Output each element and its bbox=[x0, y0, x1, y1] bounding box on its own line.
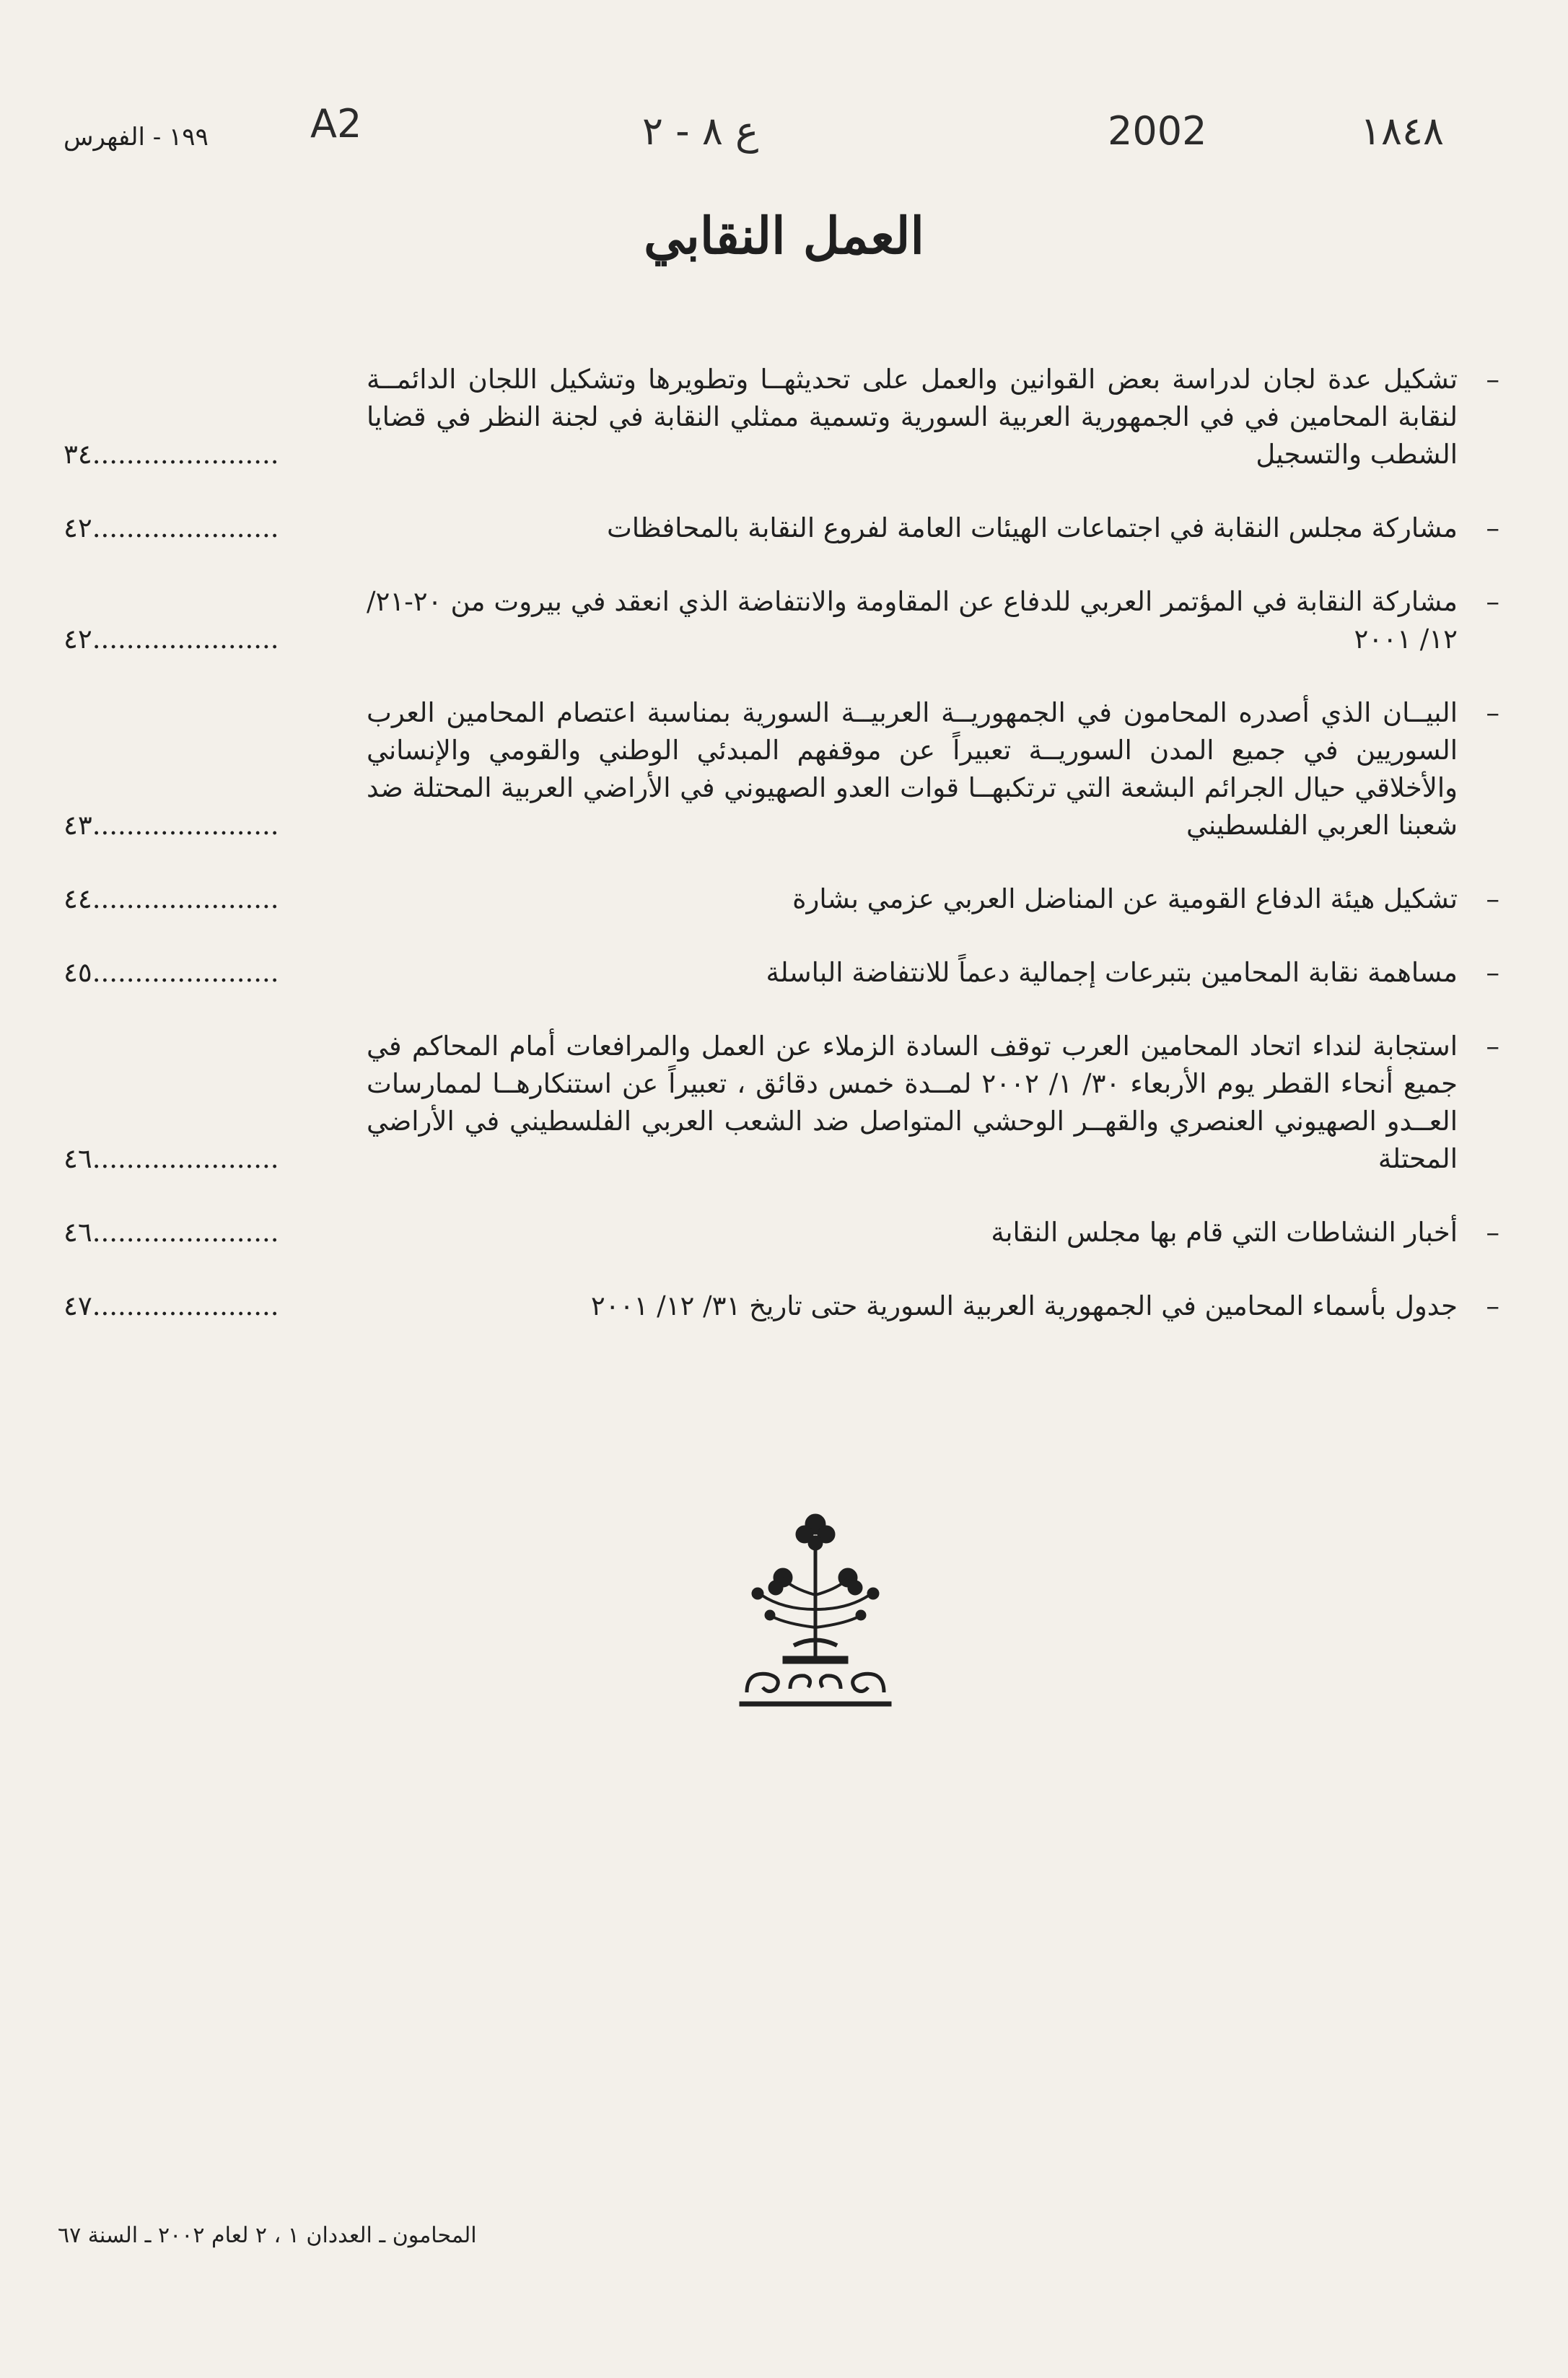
toc-page-number: ٤٢ bbox=[63, 512, 92, 543]
toc-entry bbox=[63, 361, 1499, 473]
toc-entry bbox=[63, 583, 1499, 658]
toc-entry-text: مساهمة نقابة المحامين بتبرعات إجمالية دعماً للانتفاضة الباسلة bbox=[766, 957, 1458, 988]
toc-entry-text: استجابة لنداء اتحاد المحامين العرب توقف السادة الزملاء عن العمل والمرافعات أمام المحاكم في جميع أنحاء القطر يوم الأربعاء ٣٠/ ١/ ٢٠٠٢ لمــدة خمس دقائق ، تعبيراً عن استنكارهــا لممارسات العــدو الصهيوني العنصري والقهــر الوحشي المتواصل ضد الشعب العربي الفلسطيني في الأراضي المحتلة bbox=[367, 1031, 1458, 1174]
toc-entry-text: مشاركة مجلس النقابة في اجتماعات الهيئات العامة لفروع النقابة بالمحافظات bbox=[606, 512, 1458, 543]
toc-entry bbox=[63, 880, 1499, 918]
toc-entry-text: جدول بأسماء المحامين في الجمهورية العربية السورية حتى تاريخ ٣١/ ١٢/ ٢٠٠١ bbox=[590, 1290, 1458, 1321]
leader-dots: ...................... bbox=[92, 1290, 279, 1321]
toc-page-number: ٤٤ bbox=[63, 883, 92, 914]
toc-page-number-container bbox=[63, 621, 352, 658]
leader-dots: ...................... bbox=[92, 1217, 279, 1248]
table-of-contents bbox=[63, 361, 1499, 1361]
toc-entry bbox=[63, 510, 1499, 547]
leader-dots: ...................... bbox=[92, 439, 279, 470]
toc-page-number-container bbox=[63, 1214, 352, 1251]
toc-entry bbox=[63, 1214, 1499, 1251]
toc-page-number: ٤٧ bbox=[63, 1290, 92, 1321]
toc-page-number: ٤٦ bbox=[63, 1143, 92, 1174]
header-page-reference: ١٩٩ - الفهرس bbox=[63, 123, 209, 152]
toc-page-number: ٤٣ bbox=[63, 810, 92, 841]
toc-entry-text: تشكيل هيئة الدفاع القومية عن المناضل العربي عزمي بشارة bbox=[792, 883, 1458, 914]
toc-page-number: ٣٤ bbox=[63, 439, 92, 470]
section-title: العمل النقابي bbox=[644, 206, 924, 266]
toc-page-number-container bbox=[63, 880, 352, 918]
toc-entry bbox=[63, 1028, 1499, 1178]
page-footer: المحامون ـ العددان ١ ، ٢ لعام ٢٠٠٢ ـ السنة ٦٧ bbox=[58, 2223, 477, 2248]
entry-dash: – bbox=[1486, 883, 1499, 914]
handwritten-annotation-code: ع ٨ - ٢ bbox=[642, 108, 759, 154]
toc-entry-text: تشكيل عدة لجان لدراسة بعض القوانين والعمل على تحديثهــا وتطويرها وتشكيل اللجان الدائمــة لنقابة المحامين في في الجمهورية العربية السورية وتسمية ممثلي النقابة في لجنة النظر في قضايا الشطب والتسجيل bbox=[367, 364, 1458, 470]
entry-dash: – bbox=[1486, 512, 1499, 543]
toc-page-number-container bbox=[63, 436, 352, 473]
toc-page-number-container bbox=[63, 510, 352, 547]
handwritten-annotation-a2: A2 bbox=[310, 101, 362, 147]
leader-dots: ...................... bbox=[92, 624, 279, 655]
entry-dash: – bbox=[1486, 364, 1499, 395]
toc-page-number: ٤٥ bbox=[63, 957, 92, 988]
leader-dots: ...................... bbox=[92, 1143, 279, 1174]
toc-page-number-container bbox=[63, 1140, 352, 1178]
toc-page-number: ٤٢ bbox=[63, 624, 92, 655]
leader-dots: ...................... bbox=[92, 512, 279, 543]
leader-dots: ...................... bbox=[92, 883, 279, 914]
toc-page-number-container bbox=[63, 1288, 352, 1325]
toc-entry-text: البيــان الذي أصدره المحامون في الجمهوريــة العربيــة السورية بمناسبة اعتصام المحامين العرب السوريين في جميع المدن السوريــة تعبيراً عن موقفهم المبدئي الوطني والقومي والإنساني والأخلاقي حيال الجرائم البشعة التي ترتكبهــا قوات العدو الصهيوني في الأراضي العربية المحتلة ضد شعبنا العربي الفلسطيني bbox=[367, 697, 1458, 841]
toc-page-number-container bbox=[63, 954, 352, 992]
handwritten-annotation-number: ١٨٤٨ bbox=[1360, 108, 1445, 154]
floral-ornament-icon bbox=[732, 1508, 898, 1718]
leader-dots: ...................... bbox=[92, 810, 279, 841]
handwritten-annotation-year: 2002 bbox=[1108, 108, 1207, 154]
toc-entry-text: مشاركة النقابة في المؤتمر العربي للدفاع عن المقاومة والانتفاضة الذي انعقد في بيروت من ٢٠-٢١/ ١٢/ ٢٠٠١ bbox=[367, 586, 1458, 655]
entry-dash: – bbox=[1486, 1031, 1499, 1062]
entry-dash: – bbox=[1486, 1290, 1499, 1321]
entry-dash: – bbox=[1486, 697, 1499, 728]
toc-page-number: ٤٦ bbox=[63, 1217, 92, 1248]
entry-dash: – bbox=[1486, 586, 1499, 617]
toc-page-number-container bbox=[63, 807, 352, 844]
toc-entry bbox=[63, 694, 1499, 844]
toc-entry-text: أخبار النشاطات التي قام بها مجلس النقابة bbox=[991, 1217, 1458, 1248]
leader-dots: ...................... bbox=[92, 957, 279, 988]
toc-entry bbox=[63, 954, 1499, 992]
entry-dash: – bbox=[1486, 957, 1499, 988]
toc-entry bbox=[63, 1288, 1499, 1325]
entry-dash: – bbox=[1486, 1217, 1499, 1248]
